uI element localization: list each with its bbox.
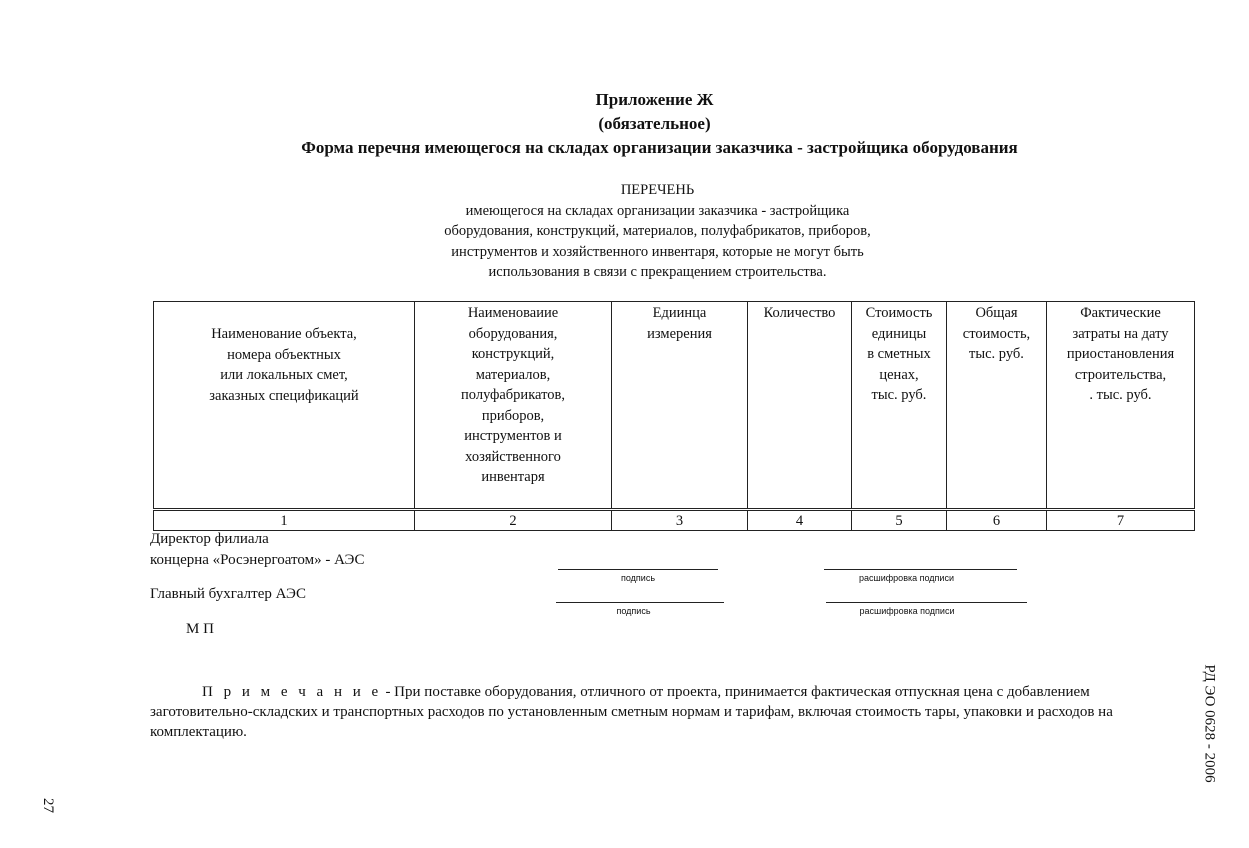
appendix-title: Приложение Ж xyxy=(595,90,714,109)
header-total-cost: Общая стоимость, тыс. руб. xyxy=(947,302,1047,510)
table-header-row xyxy=(154,302,1195,510)
accountant-signature-line xyxy=(556,602,724,603)
decode-caption: расшифровка подписи xyxy=(859,573,954,583)
stamp-place: М П xyxy=(186,621,214,637)
note-paragraph xyxy=(150,682,1170,742)
note-text: - При поставке оборудования, отличного от проекта, принимается фактическая отпускная цена с добавлением заготовительно-складских и транспортных расходов по установленным сметным нормам и тарифам, включая стоимость тары, упаковки и расходов на комплектацию. xyxy=(150,684,1113,740)
column-number: 2 xyxy=(415,510,612,531)
signature-caption: подпись xyxy=(620,573,656,583)
column-number-row xyxy=(154,510,1195,531)
inventory-table xyxy=(153,301,1195,531)
header-object-name: Наименование объекта, номера объектных или локальных смет, заказных спецификаций xyxy=(154,302,415,510)
list-line: использования в связи с прекращением строительства. xyxy=(488,264,827,280)
director-title: Директор филиала xyxy=(150,531,269,547)
column-number: 5 xyxy=(852,510,947,531)
accountant-decode-line xyxy=(826,602,1027,603)
form-title: Форма перечня имеющегося на складах организации заказчика - застройщика оборудования xyxy=(301,138,1018,157)
list-heading-block xyxy=(395,180,920,283)
header-equipment-name: Наименоваиие оборудования, конструкций, материалов, полуфабрикатов, приборов, инструментов и хозяйственного инвентаря xyxy=(415,302,612,510)
list-title: ПЕРЕЧЕНЬ xyxy=(620,182,695,198)
header-actual-costs: Фактические затраты на дату приостановления строительства, . тыс. руб. xyxy=(1047,302,1195,510)
note-label: П р и м е ч а н и е xyxy=(202,684,382,700)
page-number: 27 xyxy=(40,798,56,813)
header-unit-cost: Стоимость единицы в сметных ценах, тыс. руб. xyxy=(852,302,947,510)
appendix-status: (обязательное) xyxy=(598,114,711,133)
column-number: 7 xyxy=(1047,510,1195,531)
accountant-title: Главный бухгалтер АЭС xyxy=(150,586,306,602)
header-unit: Едиинца измерения xyxy=(612,302,748,510)
column-number: 1 xyxy=(154,510,415,531)
director-signature-line xyxy=(558,569,718,570)
list-line: оборудования, конструкций, материалов, полуфабрикатов, приборов, xyxy=(444,223,871,239)
list-line: имеющегося на складах организации заказчика - застройщика xyxy=(465,202,850,219)
director-decode-line xyxy=(824,569,1017,570)
header-quantity: Количество xyxy=(748,302,852,510)
column-number: 3 xyxy=(612,510,748,531)
list-line: инструментов и хозяйственного инвентаря, которые не могут быть xyxy=(451,243,864,260)
director-org: концерна «Росэнергоатом» - АЭС xyxy=(150,552,365,568)
column-number: 4 xyxy=(748,510,852,531)
column-number: 6 xyxy=(947,510,1047,531)
document-code: РД ЭО 0628 - 2006 xyxy=(1201,664,1218,783)
decode-caption: расшифровка подписи xyxy=(859,606,955,616)
signature-caption: подпись xyxy=(616,606,651,616)
